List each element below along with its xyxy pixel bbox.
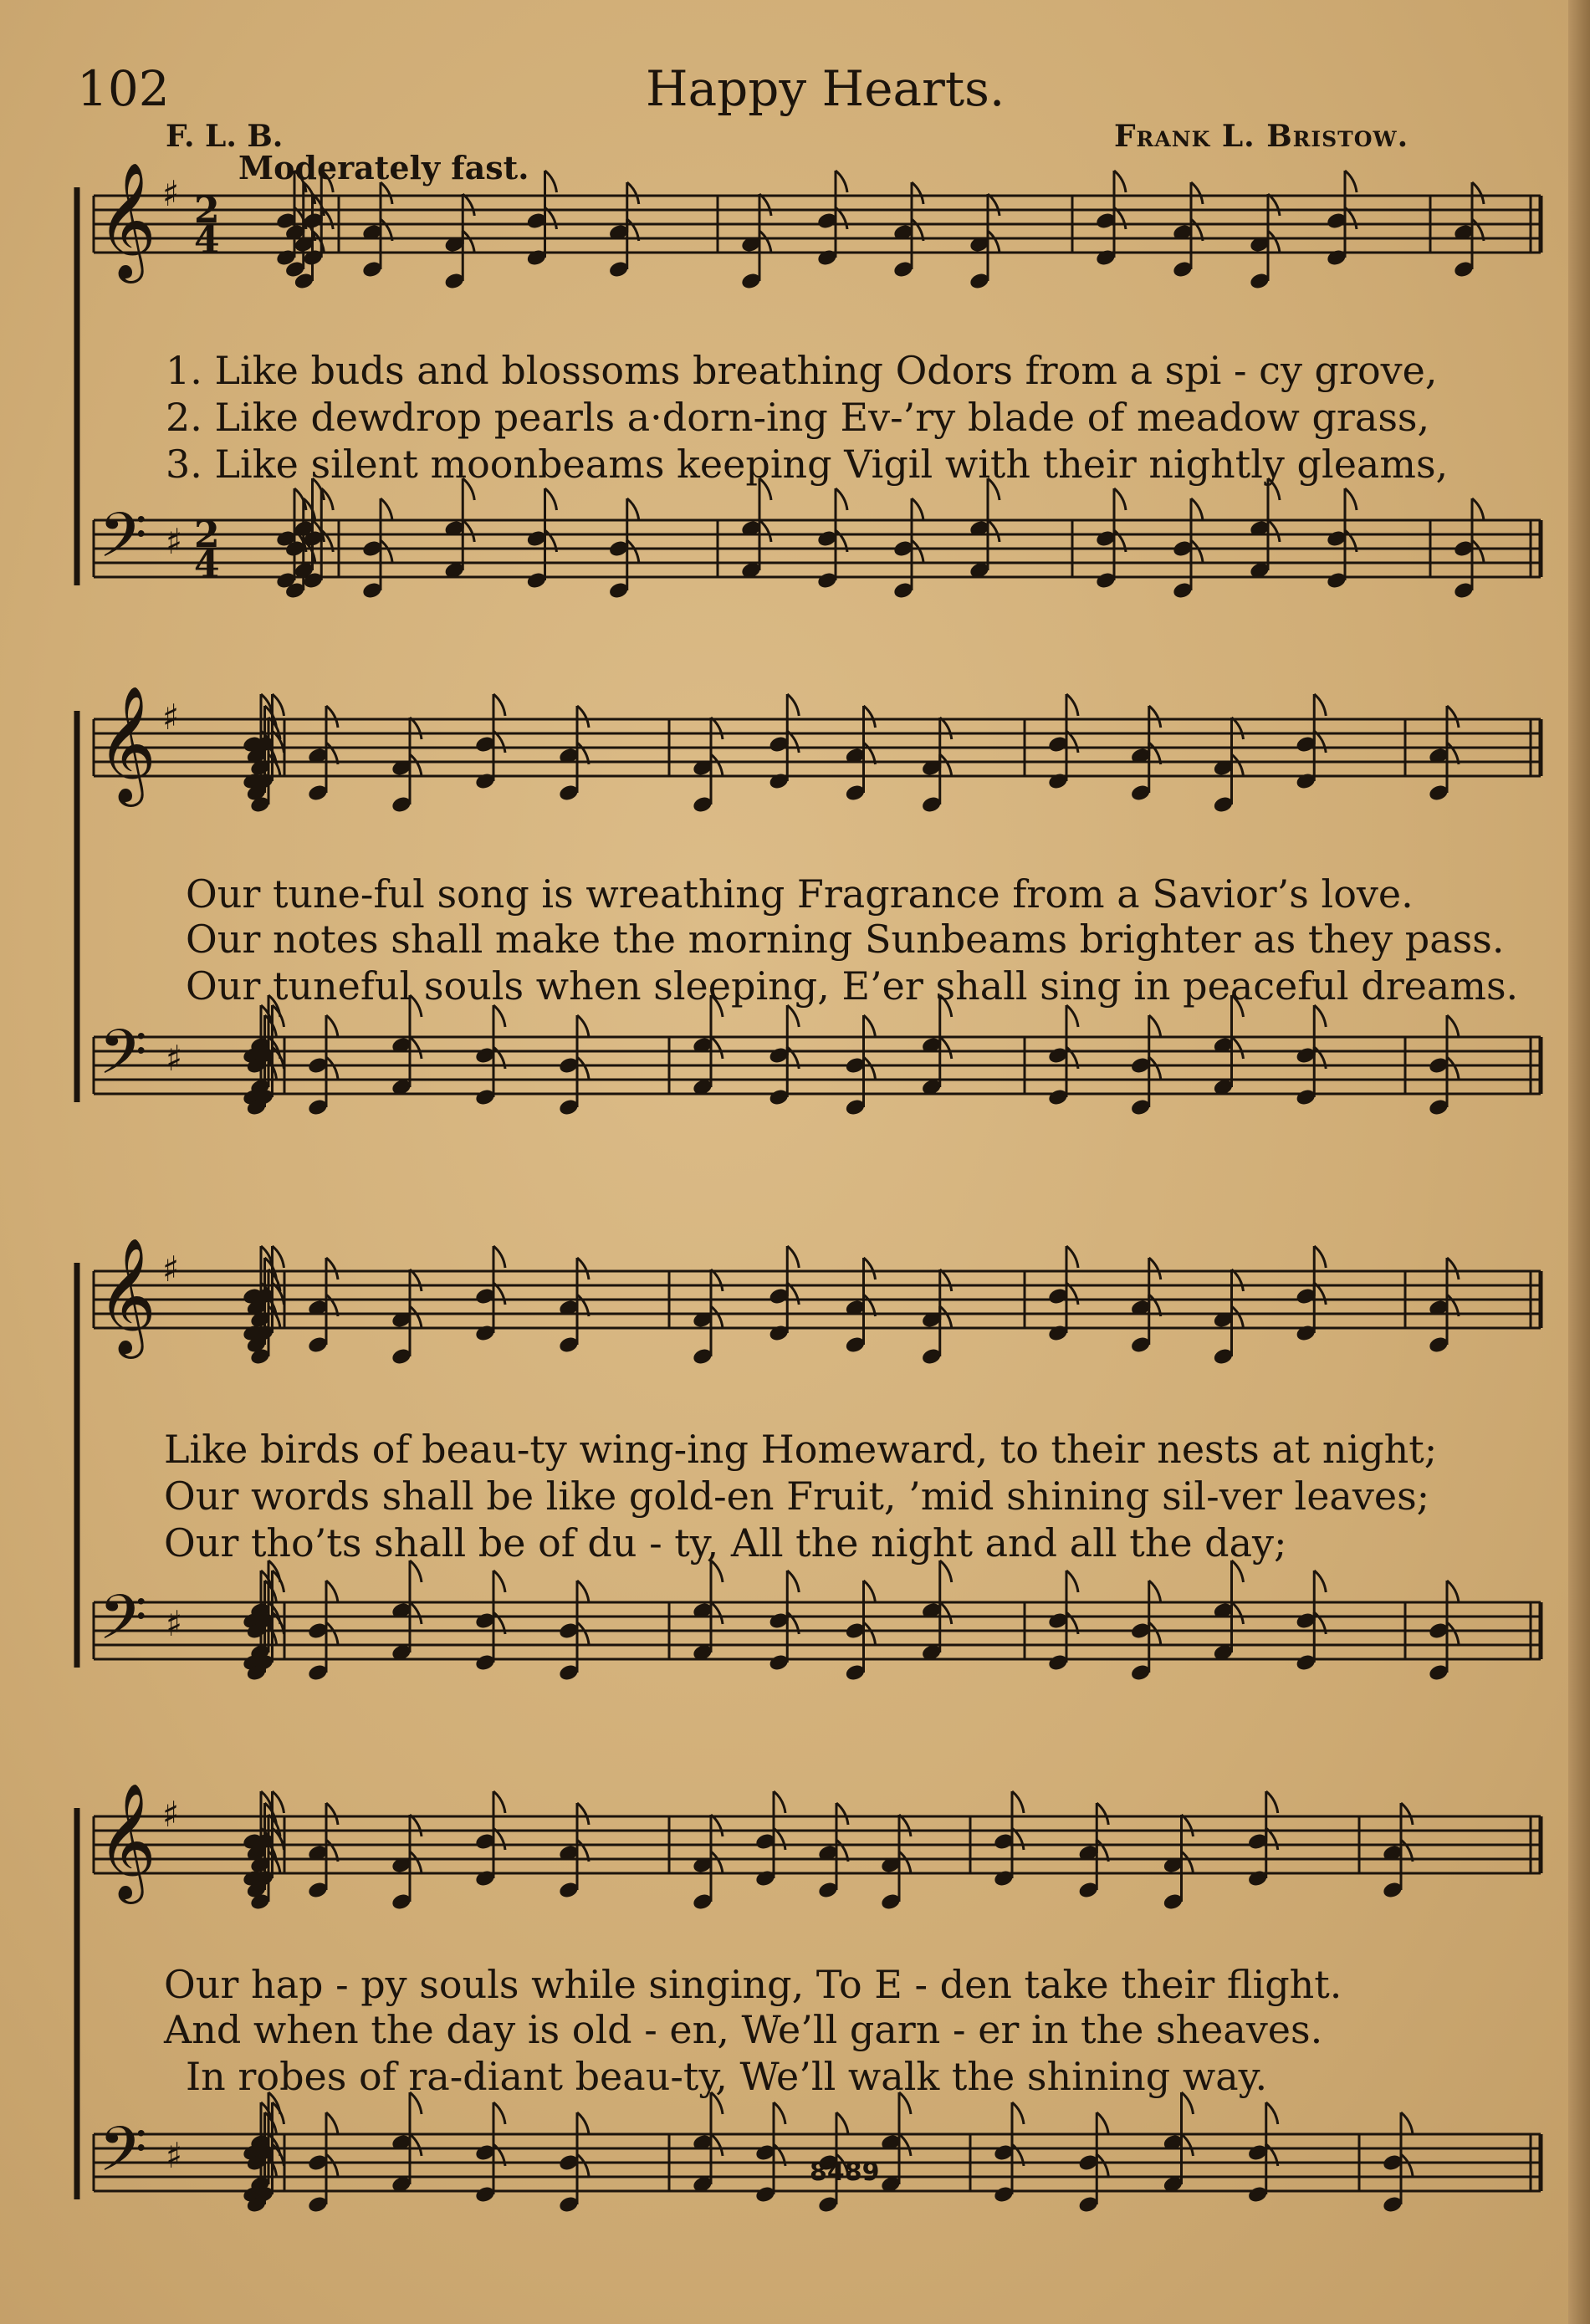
note-flag <box>1232 1306 1244 1328</box>
note-flag <box>787 1571 799 1592</box>
note-flag <box>545 488 557 510</box>
note-flag <box>711 1037 723 1059</box>
lyric-line: Our tho’ts shall be of du - ty, All the night and all the day; <box>164 1520 1287 1566</box>
sharp-icon: ♯ <box>166 521 183 562</box>
song-title: Happy Hearts. <box>646 60 1005 117</box>
note-flag <box>1266 2102 1278 2124</box>
note-flag <box>1268 231 1280 253</box>
lyric-line: Our notes shall make the morning Sunbeams brighter as they pass. <box>186 917 1505 962</box>
note-flag <box>463 520 474 542</box>
note-flag <box>493 1571 505 1592</box>
note-flag <box>988 194 1000 216</box>
note-flag <box>759 194 771 216</box>
note-flag <box>711 718 723 739</box>
note-flag <box>1345 171 1357 192</box>
note-flag <box>1012 2102 1024 2124</box>
note-flag <box>1149 1622 1161 1644</box>
note-flag <box>1314 1246 1326 1268</box>
note-flag <box>711 1852 723 1873</box>
note-flag <box>577 1581 589 1602</box>
note-flag <box>326 1581 338 1602</box>
sharp-icon: ♯ <box>166 1603 183 1644</box>
note-flag <box>326 706 338 728</box>
note-flag <box>1182 2134 1194 2156</box>
note-flag <box>1012 1791 1024 1813</box>
note-flag <box>1114 488 1126 510</box>
note-flag <box>940 718 952 739</box>
note-flag <box>988 520 1000 542</box>
note-flag <box>711 2134 723 2156</box>
note-flag <box>864 1581 876 1602</box>
lyric-line: Our tuneful souls when sleeping, E’er shall sing in peaceful dreams. <box>186 963 1519 1009</box>
note-flag <box>627 498 639 520</box>
note-flag <box>711 1602 723 1624</box>
lyric-line: 3. Like silent moonbeams keeping Vigil with their nightly gleams, <box>166 442 1449 487</box>
note-flag <box>326 2112 338 2134</box>
note-flag <box>326 1258 338 1279</box>
time-signature-bottom: 4 <box>194 544 220 586</box>
sharp-icon: ♯ <box>166 2135 183 2176</box>
time-signature-top: 2 <box>194 189 220 232</box>
plate-number: 8489 <box>810 2158 880 2187</box>
note-flag <box>1345 488 1357 510</box>
note-flag <box>1232 754 1244 776</box>
note-flag <box>381 498 392 520</box>
note-flag <box>381 540 392 562</box>
note-flag <box>940 1602 952 1624</box>
note-flag <box>1447 1581 1459 1602</box>
note-flag <box>1149 1258 1161 1279</box>
sharp-icon: ♯ <box>162 173 180 214</box>
note-flag <box>493 1791 505 1813</box>
note-flag <box>1191 182 1203 204</box>
note-flag <box>321 171 333 192</box>
note-flag <box>1314 694 1326 716</box>
note-flag <box>836 1803 848 1825</box>
note-flag <box>864 1015 876 1037</box>
bass-clef-icon: 𝄢 <box>99 2113 147 2201</box>
lyric-line: And when the day is old - en, We’ll garn - er in the sheaves. <box>164 2007 1323 2052</box>
note-flag <box>1066 1246 1078 1268</box>
note-flag <box>410 2134 422 2156</box>
note-flag <box>1232 718 1244 739</box>
note-flag <box>326 2154 338 2176</box>
note-flag <box>711 754 723 776</box>
note-flag <box>410 1815 422 1836</box>
note-flag <box>1447 1258 1459 1279</box>
lyric-line: 2. Like dewdrop pearls a·dorn-ing Ev-’ry blade of meadow grass, <box>166 395 1430 440</box>
lyric-line: Our words shall be like gold-en Fruit, ’mid shining sil-ver leaves; <box>164 1474 1430 1519</box>
note-flag <box>1097 2112 1108 2134</box>
treble-clef-icon: 𝄞 <box>97 1238 156 1354</box>
note-flag <box>577 1258 589 1279</box>
note-flag <box>577 1015 589 1037</box>
time-signature-bottom: 4 <box>194 219 220 262</box>
note-flag <box>1447 706 1459 728</box>
note-flag <box>1314 1571 1326 1592</box>
note-flag <box>1472 182 1484 204</box>
note-flag <box>836 171 847 192</box>
note-flag <box>577 1622 589 1644</box>
note-flag <box>577 2154 589 2176</box>
note-flag <box>410 718 422 739</box>
note-flag <box>326 1057 338 1079</box>
note-flag <box>787 1246 799 1268</box>
note-flag <box>836 488 847 510</box>
note-flag <box>940 1037 952 1059</box>
note-flag <box>1097 2154 1108 2176</box>
note-flag <box>711 1306 723 1328</box>
tempo-marking: Moderately fast. <box>238 149 529 186</box>
note-flag <box>1268 194 1280 216</box>
note-flag <box>912 540 923 562</box>
note-flag <box>493 694 505 716</box>
note-flag <box>326 1803 338 1825</box>
note-flag <box>759 520 771 542</box>
note-flag <box>1447 1057 1459 1079</box>
note-flag <box>493 2102 505 2124</box>
treble-clef-icon: 𝄞 <box>97 1783 156 1899</box>
bass-clef-icon: 𝄢 <box>99 1581 147 1669</box>
time-signature-top: 2 <box>194 513 220 556</box>
lyric-line: Like birds of beau-ty wing-ing Homeward, to their nests at night; <box>164 1427 1438 1472</box>
note-flag <box>759 231 771 253</box>
note-flag <box>381 182 392 204</box>
lyric-line: Our hap - py souls while singing, To E - den take their flight. <box>164 1962 1342 2007</box>
lyricist-initials: F. L. B. <box>166 119 284 154</box>
note-flag <box>912 498 923 520</box>
note-flag <box>864 1622 876 1644</box>
page-number: 102 <box>77 60 170 117</box>
note-flag <box>940 1306 952 1328</box>
lyric-line: Our tune-ful song is wreathing Fragrance from a Savior’s love. <box>186 871 1414 917</box>
note-flag <box>711 1815 723 1836</box>
note-flag <box>1191 498 1203 520</box>
sharp-icon: ♯ <box>162 1794 180 1835</box>
note-flag <box>1149 1057 1161 1079</box>
note-flag <box>1097 1803 1108 1825</box>
note-flag <box>1401 2112 1413 2134</box>
note-flag <box>774 1791 785 1813</box>
note-flag <box>577 706 589 728</box>
note-flag <box>787 694 799 716</box>
note-flag <box>1066 694 1078 716</box>
note-flag <box>1472 498 1484 520</box>
note-flag <box>864 1057 876 1079</box>
composer-name: Frank L. Bristow. <box>1114 119 1409 154</box>
note-flag <box>1066 1571 1078 1592</box>
note-flag <box>711 1269 723 1291</box>
lyric-line: 1. Like buds and blossoms breathing Odors from a spi - cy grove, <box>166 348 1438 393</box>
note-flag <box>1447 1622 1459 1644</box>
note-flag <box>627 182 639 204</box>
note-flag <box>273 694 284 716</box>
treble-clef-icon: 𝄞 <box>97 686 156 802</box>
note-flag <box>410 1602 422 1624</box>
note-flag <box>627 540 639 562</box>
note-flag <box>577 1057 589 1079</box>
note-flag <box>493 1246 505 1268</box>
note-flag <box>410 1037 422 1059</box>
note-flag <box>1266 1791 1278 1813</box>
note-flag <box>940 1269 952 1291</box>
note-flag <box>774 2102 785 2124</box>
note-flag <box>1232 1269 1244 1291</box>
note-flag <box>410 1306 422 1328</box>
bass-clef-icon: 𝄢 <box>99 1016 147 1104</box>
treble-clef-icon: 𝄞 <box>97 162 156 278</box>
note-flag <box>899 2134 911 2156</box>
note-flag <box>1401 2154 1413 2176</box>
note-flag <box>988 231 1000 253</box>
note-flag <box>410 1852 422 1873</box>
note-flag <box>1401 1803 1413 1825</box>
note-flag <box>899 1852 911 1873</box>
note-flag <box>410 1269 422 1291</box>
note-flag <box>1149 1015 1161 1037</box>
note-flag <box>864 1258 876 1279</box>
note-flag <box>545 171 557 192</box>
note-flag <box>1447 1015 1459 1037</box>
note-flag <box>1472 540 1484 562</box>
bass-clef-icon: 𝄢 <box>99 499 147 587</box>
note-flag <box>1182 1815 1194 1836</box>
note-flag <box>463 194 474 216</box>
sharp-icon: ♯ <box>162 697 180 738</box>
note-flag <box>577 2112 589 2134</box>
note-flag <box>273 1791 284 1813</box>
sharp-icon: ♯ <box>166 1038 183 1079</box>
note-flag <box>1232 1037 1244 1059</box>
note-flag <box>940 754 952 776</box>
note-flag <box>1268 520 1280 542</box>
note-flag <box>1114 171 1126 192</box>
note-flag <box>463 231 474 253</box>
note-flag <box>577 1803 589 1825</box>
note-flag <box>326 1622 338 1644</box>
note-flag <box>864 706 876 728</box>
lyric-line: In robes of ra-diant beau-ty, We’ll walk the shining way. <box>186 2054 1268 2099</box>
note-flag <box>1191 540 1203 562</box>
note-flag <box>899 1815 911 1836</box>
note-flag <box>912 182 923 204</box>
note-flag <box>836 2112 848 2134</box>
note-flag <box>1182 1852 1194 1873</box>
note-flag <box>410 754 422 776</box>
note-flag <box>273 1246 284 1268</box>
note-flag <box>1149 706 1161 728</box>
sharp-icon: ♯ <box>162 1249 180 1290</box>
note-flag <box>326 1015 338 1037</box>
note-flag <box>1149 1581 1161 1602</box>
note-flag <box>1232 1602 1244 1624</box>
